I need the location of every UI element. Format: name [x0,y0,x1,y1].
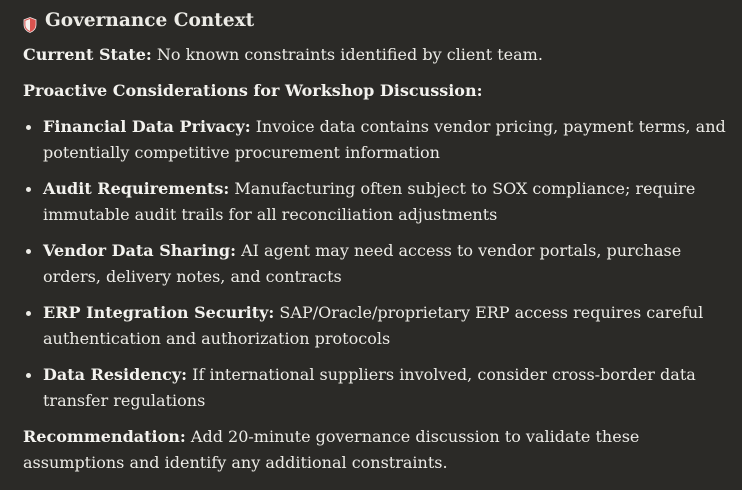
bullet-icon [26,125,31,130]
section-title: Governance Context [45,10,255,31]
list-item [23,114,732,166]
item-text: If international suppliers involved, consider cross-border data transfer regulations [43,365,696,410]
considerations-heading [23,78,732,104]
item-label: Vendor Data Sharing: [43,241,236,260]
current-state-text: No known constraints identified by client team. [156,45,543,64]
bullet-icon [26,373,31,378]
considerations-heading-text: Proactive Considerations for Workshop Discussion: [23,81,483,100]
item-label: Audit Requirements: [43,179,230,198]
current-state-paragraph [23,42,732,68]
item-label: Data Residency: [43,365,188,384]
item-text: AI agent may need access to vendor portals, purchase orders, delivery notes, and contracts [43,241,682,286]
list-item [23,362,732,414]
current-state-label: Current State: [23,45,152,64]
recommendation-paragraph [23,424,732,476]
section-heading [23,6,732,36]
bullet-icon [26,249,31,254]
list-item [23,176,732,228]
item-text: Manufacturing often subject to SOX compliance; require immutable audit trails for all reconciliation adjustments [43,179,696,224]
shield-icon [23,13,37,29]
list-item [23,300,732,352]
recommendation-text: Add 20-minute governance discussion to validate these assumptions and identify any additional constraints. [23,427,640,472]
considerations-list [23,114,732,414]
item-label: Financial Data Privacy: [43,117,251,136]
bullet-icon [26,311,31,316]
list-item [23,238,732,290]
recommendation-label: Recommendation: [23,427,186,446]
item-text: Invoice data contains vendor pricing, payment terms, and potentially competitive procurement information [43,117,726,162]
item-label: ERP Integration Security: [43,303,275,322]
item-text: SAP/Oracle/proprietary ERP access requires careful authentication and authorization protocols [43,303,704,348]
bullet-icon [26,187,31,192]
